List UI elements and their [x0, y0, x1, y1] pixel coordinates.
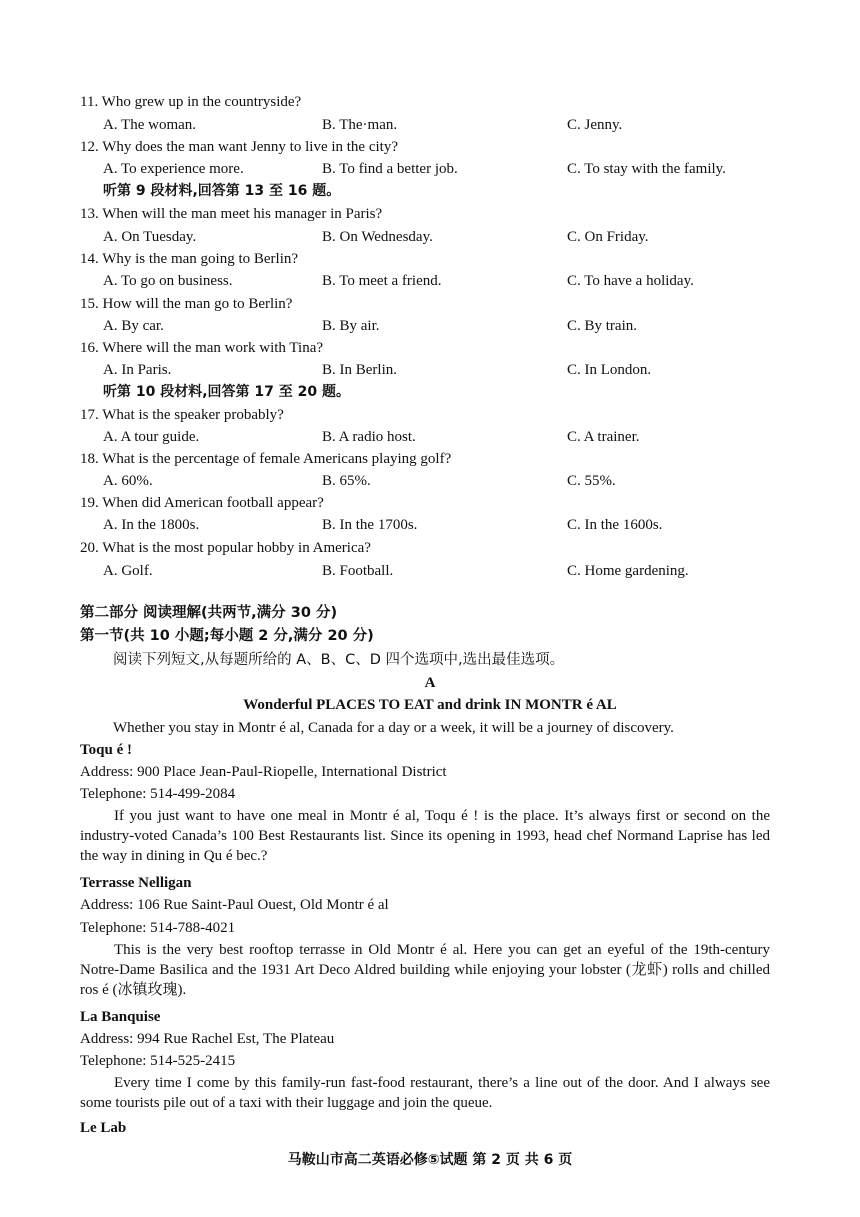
option-a: A. 60%. — [103, 473, 153, 489]
place-name: Terrasse Nelligan — [80, 875, 192, 891]
option-c: C. To stay with the family. — [567, 161, 726, 177]
listening-instruction-10: 听第 10 段材料,回答第 17 至 20 题。 — [103, 384, 351, 400]
option-c: C. Home gardening. — [567, 563, 689, 579]
option-b: B. To meet a friend. — [322, 273, 442, 289]
question-11: 11. Who grew up in the countryside? — [80, 94, 302, 110]
option-a: A. On Tuesday. — [103, 229, 197, 245]
passage-title: Wonderful PLACES TO EAT and drink IN MONTR é AL — [243, 697, 617, 713]
question-17: 17. What is the speaker probably? — [80, 407, 284, 423]
place-address: Address: 994 Rue Rachel Est, The Plateau — [80, 1031, 335, 1047]
option-c: C. By train. — [567, 318, 637, 334]
passage-letter: A — [424, 675, 436, 691]
place-description-text: If you just want to have one meal in Montr é al, Toqu é ! is the place. It’s always first or second on the industry-voted Canada’s 100 Best Restaurants list. Since its opening in 1993, head chef Normand Laprise has led the way in dining in Qu é bec.? — [80, 808, 770, 864]
place-description-text: This is the very best rooftop terrasse in Old Montr é al. Here you can get an eyeful of the 19th-century Notre-Dame Basilica and the 1931 Art Deco Aldred building while enjoying your lobster (龙虾) rolls and chilled ros é (冰镇玫瑰). — [80, 942, 770, 998]
option-a: A. In Paris. — [103, 362, 172, 378]
option-b: B. By air. — [322, 318, 380, 334]
option-b: B. The·man. — [322, 117, 398, 133]
place-description — [80, 1073, 770, 1113]
section-heading: 第二部分 阅读理解(共两节,满分 30 分) — [80, 605, 338, 621]
option-c: C. 55%. — [567, 473, 616, 489]
listening-instruction-9: 听第 9 段材料,回答第 13 至 16 题。 — [103, 183, 341, 199]
question-15: 15. How will the man go to Berlin? — [80, 296, 293, 312]
option-c: C. On Friday. — [567, 229, 649, 245]
option-b: B. To find a better job. — [322, 161, 458, 177]
option-c: C. Jenny. — [567, 117, 623, 133]
place-name: Le Lab — [80, 1120, 127, 1136]
place-address: Address: 900 Place Jean-Paul-Riopelle, International District — [80, 764, 447, 780]
passage-intro: Whether you stay in Montr é al, Canada for a day or a week, it will be a journey of discovery. — [113, 720, 674, 736]
reading-directions: 阅读下列短文,从每题所给的 A、B、C、D 四个选项中,选出最佳选项。 — [113, 652, 565, 668]
option-c: C. In London. — [567, 362, 652, 378]
question-14: 14. Why is the man going to Berlin? — [80, 251, 299, 267]
question-16: 16. Where will the man work with Tina? — [80, 340, 324, 356]
option-b: B. On Wednesday. — [322, 229, 433, 245]
option-a: A. In the 1800s. — [103, 517, 200, 533]
place-telephone: Telephone: 514-525-2415 — [80, 1053, 236, 1069]
question-13: 13. When will the man meet his manager in Paris? — [80, 206, 383, 222]
place-name: Toqu é ! — [80, 742, 132, 758]
subsection-heading: 第一节(共 10 小题;每小题 2 分,满分 20 分) — [80, 628, 374, 644]
question-12: 12. Why does the man want Jenny to live in the city? — [80, 139, 398, 155]
option-b: B. A radio host. — [322, 429, 416, 445]
option-a: A. To experience more. — [103, 161, 244, 177]
place-description — [80, 806, 770, 866]
option-c: C. To have a holiday. — [567, 273, 694, 289]
option-a: A. The woman. — [103, 117, 197, 133]
option-c: C. A trainer. — [567, 429, 640, 445]
option-a: A. Golf. — [103, 563, 153, 579]
place-name: La Banquise — [80, 1009, 161, 1025]
question-19: 19. When did American football appear? — [80, 495, 324, 511]
option-a: A. A tour guide. — [103, 429, 200, 445]
place-description-text: Every time I come by this family-run fast-food restaurant, there’s a line out of the door. And I always see some tourists pile out of a taxi with their luggage and join the queue. — [80, 1075, 770, 1111]
option-c: C. In the 1600s. — [567, 517, 663, 533]
option-b: B. In the 1700s. — [322, 517, 418, 533]
place-telephone: Telephone: 514-788-4021 — [80, 920, 236, 936]
place-telephone: Telephone: 514-499-2084 — [80, 786, 236, 802]
question-20: 20. What is the most popular hobby in America? — [80, 540, 371, 556]
option-b: B. 65%. — [322, 473, 371, 489]
option-b: B. Football. — [322, 563, 394, 579]
page-footer: 马鞍山市高二英语必修⑤试题 第 2 页 共 6 页 — [287, 1152, 573, 1168]
option-b: B. In Berlin. — [322, 362, 397, 378]
place-address: Address: 106 Rue Saint-Paul Ouest, Old Montr é al — [80, 897, 389, 913]
place-description — [80, 940, 770, 1000]
option-a: A. By car. — [103, 318, 164, 334]
option-a: A. To go on business. — [103, 273, 233, 289]
question-18: 18. What is the percentage of female Americans playing golf? — [80, 451, 452, 467]
